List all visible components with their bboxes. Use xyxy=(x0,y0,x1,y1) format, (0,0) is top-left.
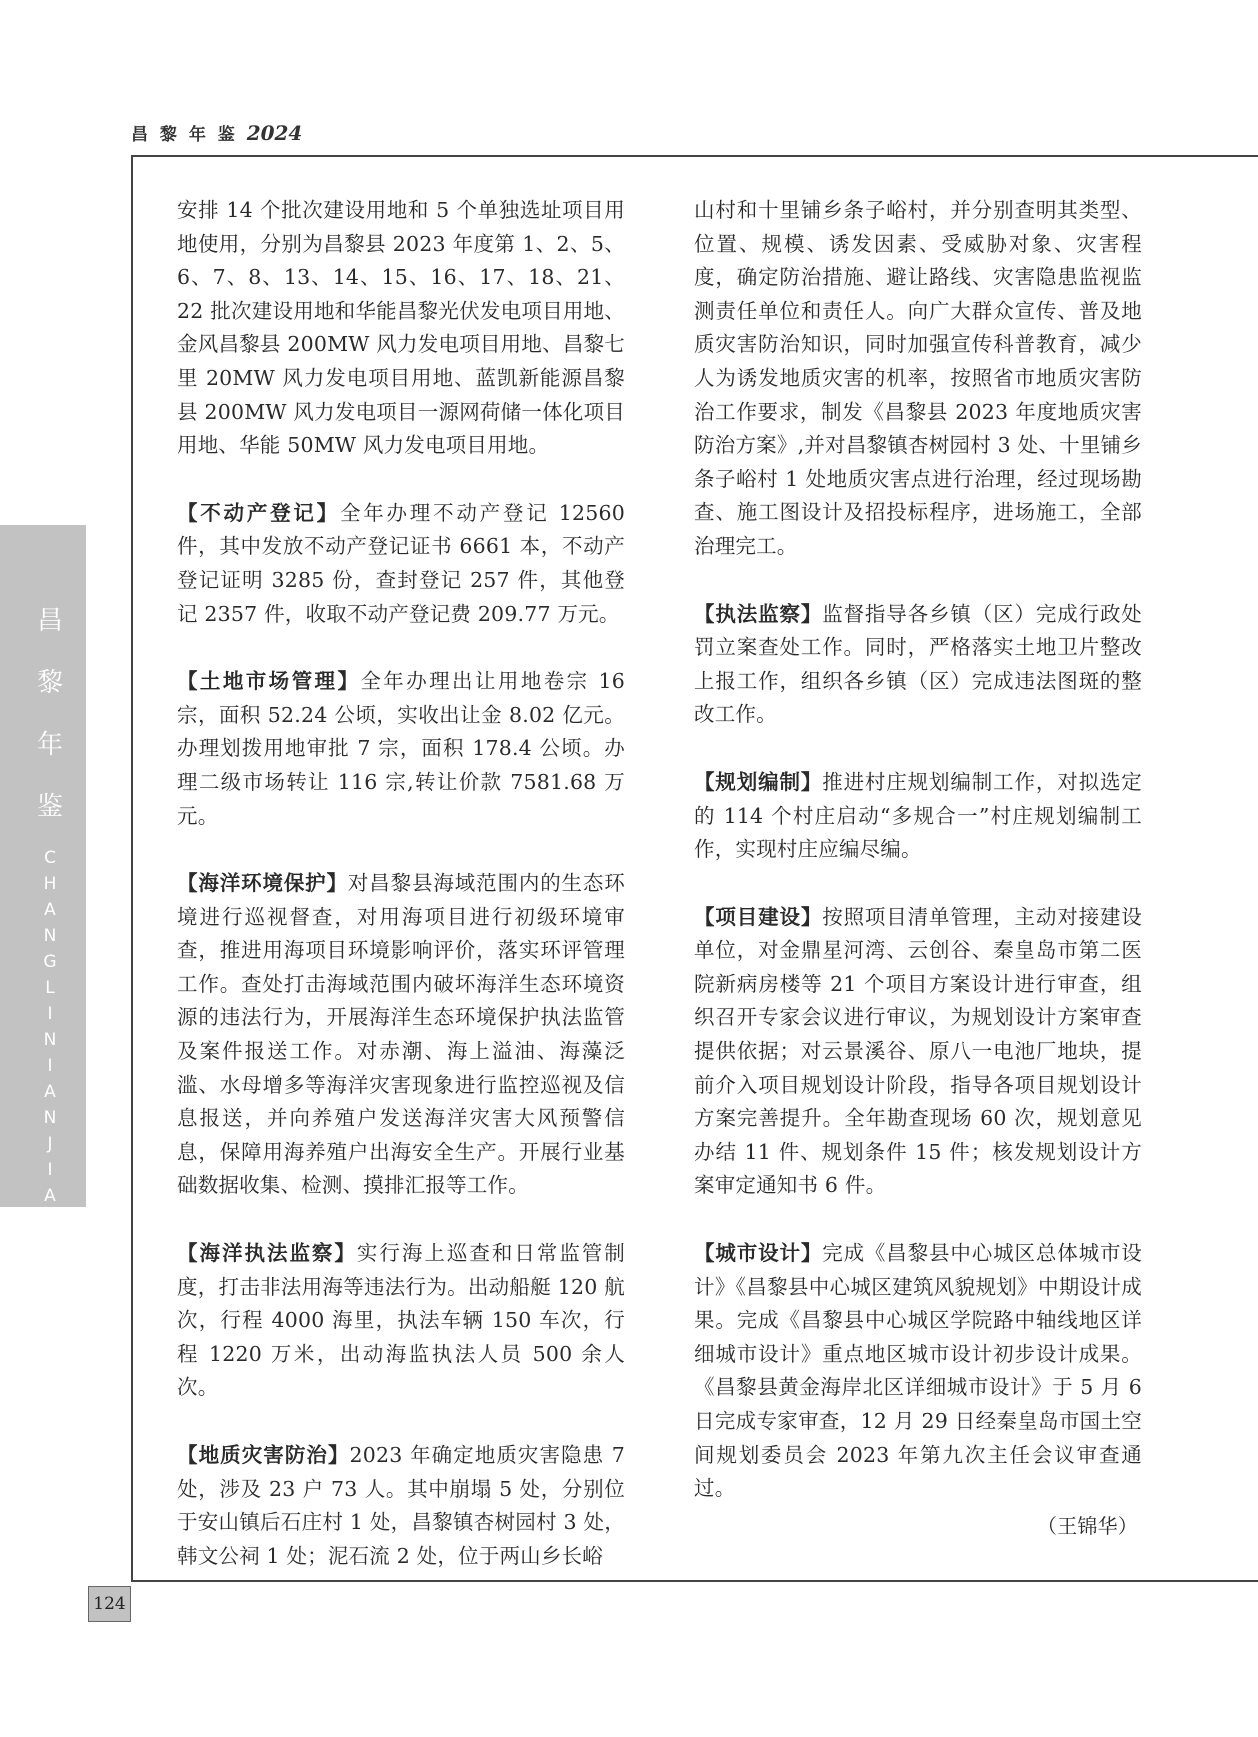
header-year: 2024 xyxy=(246,121,303,145)
paragraph xyxy=(177,497,625,631)
paragraph-keyword: 【地质灾害防治】 xyxy=(177,1443,350,1467)
author-credit: （王锦华） xyxy=(1037,1513,1138,1538)
paragraph-keyword: 【海洋环境保护】 xyxy=(177,871,348,896)
sidebar-latin-char: A xyxy=(44,1186,56,1206)
sidebar-latin-char: N xyxy=(43,1108,57,1128)
header-title: 昌 黎 年 鉴 xyxy=(131,125,238,145)
sidebar-latin-char: C xyxy=(44,848,56,868)
paragraph-text: 2023 年确定地质灾害隐患 7 处，涉及 23 户 73 人。其中崩塌 5 处，分别位于安山镇后石庄村 1 处，昌黎镇杏树园村 3 处，韩文公祠 1 处；泥石流 2 处，位于两山乡长峪 xyxy=(177,1443,625,1568)
paragraph xyxy=(694,194,1142,564)
sidebar-title-char: 鉴 xyxy=(36,792,63,822)
sidebar-latin-char: I xyxy=(47,1160,53,1180)
page-number: 124 xyxy=(88,1586,131,1622)
paragraph-text: 推进村庄规划编制工作，对拟选定的 114 个村庄启动“多规合一”村庄规划编制工作，实现村庄应编尽编。 xyxy=(694,769,1143,862)
sidebar-latin-char: G xyxy=(43,952,57,972)
sidebar-latin-char: N xyxy=(43,926,57,946)
paragraph xyxy=(177,194,625,463)
paragraph xyxy=(177,1237,625,1405)
paragraph-text: 安排 14 个批次建设用地和 5 个单独选址项目用地使用，分别为昌黎县 2023 年度第 1、2、5、6、7、8、13、14、15、16、17、18、21、22 批次建设用地和华能昌黎光伏发电项目用地、金风昌黎县 200MW 风力发电项目用地、昌黎七里 20MW 风力发电项目用地、蓝凯新能源昌黎县 200MW 风力发电项目一源网荷储一体化项目用地、华能 50MW 风力发电项目用地。 xyxy=(177,198,625,458)
paragraph-text: 全年办理出让用地卷宗 16 宗，面积 52.24 公顷，实收出让金 8.02 亿元。办理划拨用地审批 7 宗，面积 178.4 公顷。办理二级市场转让 116 宗,转让价款 7581.68 万元。 xyxy=(177,669,626,828)
sidebar-title xyxy=(36,590,64,838)
paragraph-keyword: 【执法监察】 xyxy=(694,601,823,626)
sidebar-latin-char: H xyxy=(43,874,57,894)
sidebar-title-char: 昌 xyxy=(36,606,63,636)
paragraph-keyword: 【城市设计】 xyxy=(694,1241,823,1266)
paragraph-text: 实行海上巡查和日常监管制度，打击非法用海等违法行为。出动船艇 120 航次，行程 4000 海里，执法车辆 150 车次，行程 1220 万米，出动海监执法人员 500 余人次。 xyxy=(177,1241,625,1400)
paragraph-text: 山村和十里铺乡条子峪村，并分别查明其类型、位置、规模、诱发因素、受威胁对象、灾害程度，确定防治措施、避让路线、灾害隐患监视监测责任单位和责任人。向广大群众宣传、普及地质灾害防治知识，同时加强宣传科普教育，减少人为诱发地质灾害的机率，按照省市地质灾害防治工作要求，制发《昌黎县 2023 年度地质灾害防治方案》,并对昌黎镇杏树园村 3 处、十里铺乡条子峪村 1 处地质灾害点进行治理，经过现场勘查、施工图设计及招投标程序，进场施工，全部治理完工。 xyxy=(694,198,1142,558)
sidebar-latin-char: J xyxy=(47,1134,53,1154)
paragraph xyxy=(694,598,1142,732)
sidebar-latin-char: I xyxy=(47,1056,53,1076)
paragraph xyxy=(177,867,625,1203)
sidebar-latin-char: N xyxy=(43,1212,57,1232)
paragraph-text: 按照项目清单管理，主动对接建设单位，对金鼎星河湾、云创谷、秦皇岛市第二医院新病房楼等 21 个项目方案设计进行审查，组织召开专家会议进行审议，为规划设计方案审查提供依据；对云景溪谷、原八一电池厂地块，提前介入项目规划设计阶段，指导各项目规划设计方案完善提升。全年勘查现场 60 次，规划意见办结 11 件、规划条件 15 件；核发规划设计方案审定通知书 6 件。 xyxy=(694,904,1143,1198)
sidebar-latin-char: A xyxy=(44,1082,56,1102)
sidebar-title-char: 年 xyxy=(36,730,63,760)
paragraph xyxy=(694,901,1142,1203)
paragraph-keyword: 【不动产登记】 xyxy=(177,500,340,525)
paragraph xyxy=(177,1439,625,1573)
paragraph xyxy=(694,766,1142,867)
paragraph-text: 全年办理不动产登记 12560 件，其中发放不动产登记证书 6661 本，不动产登记证明 3285 份，查封登记 257 件，其他登记 2357 件，收取不动产登记费 209.77 万元。 xyxy=(177,500,625,626)
sidebar-latin-char: I xyxy=(47,1004,53,1024)
paragraph-text: 对昌黎县海域范围内的生态环境进行巡视督查，对用海项目进行初级环境审查，推进用海项目环境影响评价，落实环评管理工作。查处打击海域范围内破坏海洋生态环境资源的违法行为，开展海洋生态环境保护执法监管及案件报送工作。对赤潮、海上溢油、海藻泛滥、水母增多等海洋灾害现象进行监控巡视及信息报送，并向养殖户发送海洋灾害大风预警信息，保障用海养殖户出海安全生产。开展行业基础数据收集、检测、摸排汇报等工作。 xyxy=(177,871,625,1198)
sidebar-latin-char: N xyxy=(43,1030,57,1050)
left-column xyxy=(177,194,625,1607)
sidebar-latin-char: A xyxy=(44,900,56,920)
left-rule xyxy=(131,155,133,1580)
paragraph-keyword: 【项目建设】 xyxy=(694,904,823,929)
right-column xyxy=(694,194,1142,1543)
paragraph-text: 监督指导各乡镇（区）完成行政处罚立案查处工作。同时，严格落实土地卫片整改上报工作，组织各乡镇（区）完成违法图斑的整改工作。 xyxy=(694,601,1143,727)
paragraph-keyword: 【土地市场管理】 xyxy=(177,669,361,694)
sidebar-latin-char: L xyxy=(45,978,55,998)
paragraph-keyword: 【海洋执法监察】 xyxy=(177,1241,357,1266)
top-rule xyxy=(131,155,1258,157)
sidebar-latin xyxy=(36,845,64,1235)
paragraph xyxy=(694,1237,1142,1506)
paragraph-keyword: 【规划编制】 xyxy=(694,769,823,794)
paragraph xyxy=(177,665,625,833)
sidebar-title-char: 黎 xyxy=(36,668,63,698)
paragraph-text: 完成《昌黎县中心城区总体城市设计》《昌黎县中心城区建筑风貌规划》中期设计成果。完成《昌黎县中心城区学院路中轴线地区详细城市设计》重点地区城市设计初步设计成果。《昌黎县黄金海岸北区详细城市设计》于 5 月 6 日完成专家审查，12 月 29 日经秦皇岛市国土空间规划委员会 2023 年第九次主任会议审查通过。 xyxy=(694,1241,1143,1501)
running-header xyxy=(131,120,302,145)
